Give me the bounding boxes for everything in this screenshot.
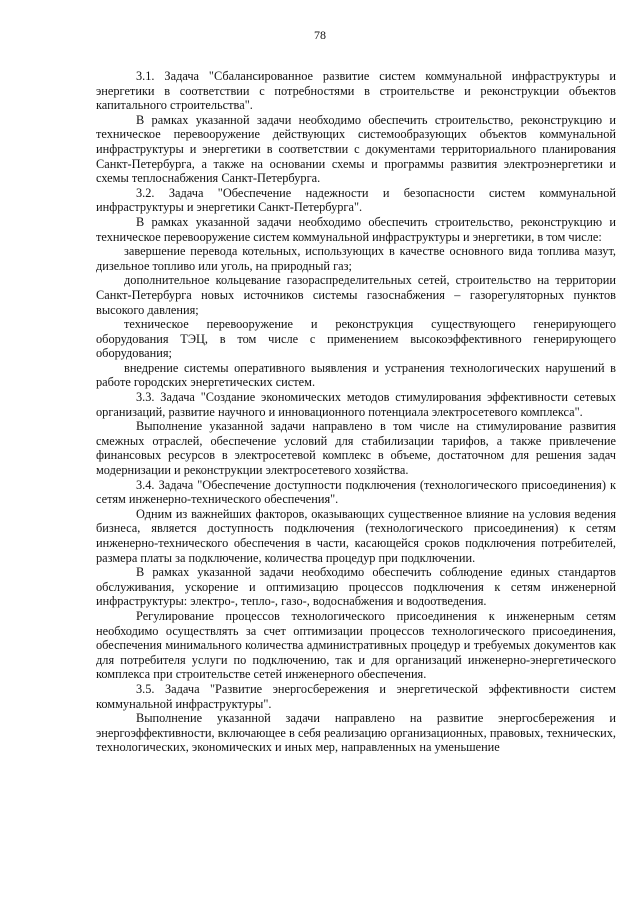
task-3-1-heading: 3.1. Задача "Сбалансированное развитие систем коммунальной инфраструктуры и энергетики в соответствии с потребностями в строительстве и реконструкции объектов капитального строительства". — [96, 69, 616, 113]
task-3-2-description: В рамках указанной задачи необходимо обеспечить строительство, реконструкцию и техническое перевооружение систем коммунальной инфраструктуры и энергетики, в том числе: — [96, 214, 616, 244]
task-3-5-heading: 3.5. Задача "Развитие энергосбережения и энергетической эффективности систем коммунальной инфраструктуры". — [96, 681, 616, 711]
task-3-4-paragraph: В рамках указанной задачи необходимо обеспечить соблюдение единых стандартов обслуживания, ускорение и оптимизацию процессов подключения к сетям инженерной инфраструктуры: электро-, тепло-, газо-, водоснабжения и водоотведения. — [96, 565, 616, 609]
task-3-1-description: В рамках указанной задачи необходимо обеспечить строительство, реконструкцию и техническое перевооружение действующих системообразующих объектов коммунальной инфраструктуры и энергетики в соответствии с документами территориального планирования Санкт-Петербурга, а также на основании схемы и программы развития электроэнергетики и схемы теплоснабжения Санкт-Петербурга. — [96, 112, 616, 186]
task-3-4-heading: 3.4. Задача "Обеспечение доступности подключения (технологического присоединения) к сетям инженерно-технического обеспечения". — [96, 477, 616, 507]
task-3-5-description: Выполнение указанной задачи направлено на развитие энергосбережения и энергоэффективности, включающее в себя реализацию организационных, правовых, технических, технологических, экономических и иных мер, направленных на уменьшение — [96, 711, 616, 755]
list-item: внедрение системы оперативного выявления и устранения технологических нарушений в работе городских энергетических систем. — [96, 360, 616, 390]
page-number: 78 — [314, 28, 326, 42]
list-item: дополнительное кольцевание газораспределительных сетей, строительство на территории Санкт-Петербурга новых источников системы газоснабжения – газорегуляторных пунктов высокого давления; — [96, 273, 616, 317]
task-3-3-heading: 3.3. Задача "Создание экономических методов стимулирования эффективности сетевых организаций, развитие научного и инновационного потенциала электросетевого комплекса". — [96, 390, 616, 419]
document-body — [96, 69, 616, 755]
task-3-3-description: Выполнение указанной задачи направлено в том числе на стимулирование развития смежных отраслей, обеспечение условий для стабилизации тарифов, а также привлечение финансовых ресурсов в электросетевой комплекс в объеме, достаточном для решения задач модернизации и реконструкции электросетевого хозяйства. — [96, 419, 616, 478]
list-item: завершение перевода котельных, использующих в качестве основного вида топлива мазут, дизельное топливо или уголь, на природный газ; — [96, 244, 616, 273]
task-3-4-paragraph: Регулирование процессов технологического присоединения к инженерным сетям необходимо осуществлять за счет оптимизации процессов технологического присоединения, обеспечения минимального количества административных процедур и требуемых документов как для потребителя услуги по подключению, так и для организаций инженерно-энергетического комплекса при строительстве сетей инженерного обеспечения. — [96, 608, 616, 682]
task-3-4-paragraph: Одним из важнейших факторов, оказывающих существенное влияние на условия ведения бизнеса, является доступность подключения (технологического присоединения) к сетям инженерно-технического обеспечения в части, касающейся сроков подключения потребителей, размера платы за подключение, количества процедур при подключении. — [96, 506, 616, 565]
list-item: техническое перевооружение и реконструкция существующего генерирующего оборудования ТЭЦ, в том числе с применением высокоэффективного генерирующего оборудования; — [96, 317, 616, 361]
task-3-2-heading: 3.2. Задача "Обеспечение надежности и безопасности систем коммунальной инфраструктуры и энергетики Санкт-Петербурга". — [96, 185, 616, 215]
